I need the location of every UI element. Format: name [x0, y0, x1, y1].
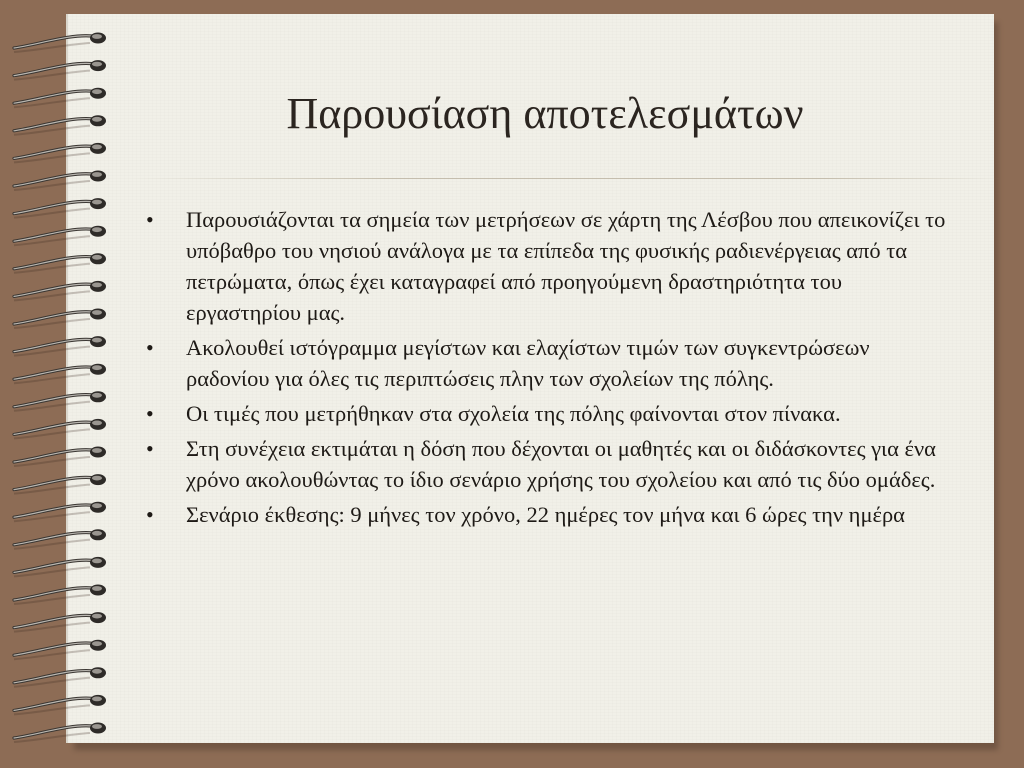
- bullet-text: Στη συνέχεια εκτιμάται η δόση που δέχονται οι μαθητές και οι διδάσκοντες για ένα χρόνο ακολουθώντας το ίδιο σενάριο χρήσης του σχολείου και από τις δύο ομάδες.: [186, 436, 936, 492]
- spiral-ring-icon: [14, 502, 106, 522]
- spiral-ring-icon: [14, 364, 106, 384]
- bullet-dot-icon: •: [146, 436, 154, 461]
- bullet-dot-icon: •: [146, 401, 154, 426]
- spiral-ring-icon: [14, 640, 106, 660]
- bullet-text: Σενάριο έκθεσης: 9 μήνες τον χρόνο, 22 ημέρες τον μήνα και 6 ώρες την ημέρα: [186, 502, 905, 527]
- spiral-ring-icon: [14, 115, 106, 135]
- spiral-ring-icon: [14, 667, 106, 687]
- spiral-ring-icon: [14, 281, 106, 301]
- spiral-ring-icon: [14, 226, 106, 246]
- bullet-text: Παρουσιάζονται τα σημεία των μετρήσεων σε χάρτη της Λέσβου που απεικονίζει το υπόβαθρο του νησιού ανάλογα με τα επίπεδα της φυσικής ραδιενέργειας από τα πετρώματα, όπως έχει καταγραφεί από προηγούμενη δραστηριότητα του εργαστηρίου μας.: [186, 207, 946, 325]
- spiral-ring-icon: [14, 171, 106, 191]
- spiral-ring-icon: [14, 198, 106, 218]
- bullet-dot-icon: •: [146, 335, 154, 360]
- spiral-ring-icon: [14, 612, 106, 632]
- spiral-ring-icon: [14, 695, 106, 715]
- bullet-list: [146, 204, 946, 534]
- bullet-item: [146, 398, 946, 429]
- spiral-ring-icon: [14, 529, 106, 549]
- spiral-ring-icon: [14, 88, 106, 108]
- spiral-ring-icon: [14, 447, 106, 467]
- spiral-ring-icon: [14, 143, 106, 163]
- bullet-text: Οι τιμές που μετρήθηκαν στα σχολεία της πόλης φαίνονται στον πίνακα.: [186, 401, 841, 426]
- spiral-ring-icon: [14, 391, 106, 411]
- spiral-ring-icon: [14, 723, 106, 743]
- spiral-ring-icon: [14, 253, 106, 273]
- slide-title: Παρουσίαση αποτελεσμάτων: [286, 89, 804, 138]
- bullet-text: Ακολουθεί ιστόγραμμα μεγίστων και ελαχίστων τιμών των συγκεντρώσεων ραδονίου για όλες τις περιπτώσεις πλην των σχολείων της πόλης.: [186, 335, 870, 391]
- title-divider: [130, 178, 1000, 179]
- spiral-ring-icon: [14, 60, 106, 80]
- spiral-ring-icon: [14, 474, 106, 494]
- spiral-ring-icon: [14, 33, 106, 53]
- bullet-item: [146, 433, 946, 495]
- bullet-item: [146, 332, 946, 394]
- spiral-ring-icon: [14, 585, 106, 605]
- bullet-item: [146, 204, 946, 328]
- spiral-ring-icon: [14, 336, 106, 356]
- bullet-dot-icon: •: [146, 502, 154, 527]
- bullet-item: [146, 499, 946, 530]
- spiral-ring-icon: [14, 419, 106, 439]
- bullet-dot-icon: •: [146, 207, 154, 232]
- spiral-ring-icon: [14, 309, 106, 329]
- spiral-ring-icon: [14, 557, 106, 577]
